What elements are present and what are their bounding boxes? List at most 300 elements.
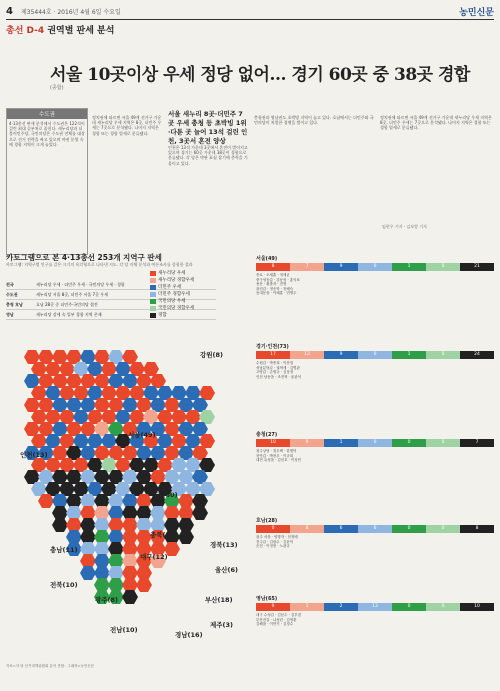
district-hex — [94, 578, 110, 592]
seat-count: 8 — [256, 263, 290, 271]
district-hex — [31, 362, 47, 376]
seat-count: 0 — [392, 525, 426, 533]
district-hex — [94, 494, 110, 508]
district-hex — [101, 362, 117, 376]
district-hex — [87, 410, 103, 424]
district-hex — [108, 374, 124, 388]
district-hex — [80, 422, 96, 436]
district-hex — [24, 374, 40, 388]
district-hex — [24, 350, 40, 364]
district-hex — [157, 458, 173, 472]
district-hex — [164, 506, 180, 520]
district-hex — [87, 362, 103, 376]
district-hex — [150, 506, 166, 520]
district-hex — [87, 458, 103, 472]
district-hex — [80, 398, 96, 412]
color-swatch — [150, 313, 156, 318]
district-hex — [59, 410, 75, 424]
district-hex — [31, 434, 47, 448]
district-hex — [24, 398, 40, 412]
article-text-3: 인천은 13석 가운데 3곳에서 혼전이 벌어지고 있으며 경기는 60곳 가운데 38곳이 경합으로 분류됐다. 각 당은 막판 표심 잡기에 총력을 기울이고 있다. — [168, 145, 248, 166]
district-hex — [38, 494, 54, 508]
legend-text: 호남 28곳 중 더민주·국민의당 접전 — [36, 302, 98, 307]
district-section — [256, 431, 494, 463]
seat-count: 0 — [392, 439, 426, 447]
color-key-item — [150, 298, 194, 305]
district-hex — [66, 422, 82, 436]
district-hex — [136, 566, 152, 580]
district-hex — [199, 386, 215, 400]
district-hex — [24, 422, 40, 436]
seat-count: 6 — [358, 525, 392, 533]
district-hex — [66, 350, 82, 364]
district-hex — [31, 482, 47, 496]
district-list — [256, 361, 494, 379]
district-row: 성남분당갑 · 권혁세 · 김병관 — [256, 365, 300, 370]
seat-count: 17 — [256, 351, 290, 359]
district-hex — [143, 362, 159, 376]
seat-count: 8 — [290, 525, 324, 533]
byline: (종합) — [50, 85, 64, 91]
region-box — [6, 108, 88, 255]
region-label: 대구(12) — [140, 553, 168, 561]
seat-count: 21 — [460, 263, 494, 271]
district-hex — [80, 374, 96, 388]
color-swatch — [150, 285, 156, 290]
district-hex — [199, 482, 215, 496]
color-key-label: 경합 — [158, 313, 167, 318]
district-hex — [52, 470, 68, 484]
legend-key: 수도권 — [6, 292, 18, 297]
district-hex — [94, 446, 110, 460]
district-hex — [157, 434, 173, 448]
district-hex — [101, 434, 117, 448]
district-hex — [178, 446, 194, 460]
seat-count: 13 — [358, 603, 392, 611]
district-hex — [192, 494, 208, 508]
district-row: 광진갑 · 정송학 · 전혜숙 — [256, 286, 294, 291]
district-hex — [192, 446, 208, 460]
section-title: 권역별 판세 분석 — [47, 26, 115, 36]
district-hex — [164, 446, 180, 460]
color-key-item — [150, 284, 194, 291]
box-title: 수도권 — [7, 109, 87, 119]
district-hex — [94, 530, 110, 544]
seat-count-bar — [256, 603, 494, 611]
color-key-label: 새누리당 우세 — [158, 271, 186, 276]
seat-count: 0 — [256, 525, 290, 533]
seat-count: 8 — [460, 525, 494, 533]
district-hex — [164, 470, 180, 484]
seat-count: 7 — [460, 439, 494, 447]
district-hex — [136, 506, 152, 520]
district-row: 순천 · 이정현 · 노관규 — [256, 544, 290, 549]
district-hex — [101, 482, 117, 496]
district-hex — [108, 398, 124, 412]
map-footnote: 자료=각 당 선거대책위원회 분석 종합 · 그래픽=농민신문 — [6, 664, 95, 668]
district-hex — [108, 506, 124, 520]
district-row: 중구성동갑 · 김동성 · 홍익표 — [256, 277, 300, 282]
region-label: 제주(3) — [210, 621, 234, 629]
district-hex — [178, 470, 194, 484]
district-hex — [80, 494, 96, 508]
district-hex — [178, 422, 194, 436]
district-row: 대전 유성을 · 김신호 · 이상민 — [256, 458, 301, 463]
district-hex — [122, 398, 138, 412]
district-hex — [150, 470, 166, 484]
district-hex — [38, 350, 54, 364]
district-hex — [52, 506, 68, 520]
district-hex — [52, 494, 68, 508]
district-hex — [45, 386, 61, 400]
district-hex — [157, 386, 173, 400]
district-section-title: 충청(27) — [256, 432, 278, 438]
district-hex — [143, 458, 159, 472]
color-key-item — [150, 291, 194, 298]
district-list — [256, 273, 494, 296]
map-title: 카토그램으로 본 4·13총선 253개 지역구 판세 — [6, 253, 162, 262]
district-hex — [59, 362, 75, 376]
district-hex — [129, 482, 145, 496]
district-hex — [80, 566, 96, 580]
district-hex — [199, 458, 215, 472]
box-text: 4·13총선 판세 분석에서 수도권은 122석이 걸린 최대 승부처로 꼽힌다. 새누리당과 더불어민주당, 국민의당은 수도권 전체를 대상으로 선거 전략을 짜고 있으며 야권 분열 속에 경합 지역이 크게 늘었다. — [9, 121, 85, 147]
district-hex — [136, 578, 152, 592]
district-hex — [73, 482, 89, 496]
district-hex — [108, 566, 124, 580]
article-col-4 — [254, 115, 374, 235]
seat-count: 0 — [426, 351, 460, 359]
district-hex — [80, 446, 96, 460]
color-key-item — [150, 277, 194, 284]
district-hex — [122, 350, 138, 364]
seat-count-bar — [256, 439, 494, 447]
district-hex — [115, 362, 131, 376]
district-hex — [199, 410, 215, 424]
district-hex — [45, 482, 61, 496]
legend-key: 전국 — [6, 282, 14, 287]
seat-count: 9 — [290, 439, 324, 447]
district-hex — [171, 410, 187, 424]
district-hex — [108, 578, 124, 592]
district-hex — [101, 386, 117, 400]
district-section-title: 경기·인천(73) — [256, 344, 289, 350]
district-hex — [185, 410, 201, 424]
color-key-item — [150, 270, 194, 277]
district-hex — [108, 518, 124, 532]
district-hex — [178, 518, 194, 532]
district-hex — [185, 482, 201, 496]
district-hex — [122, 518, 138, 532]
district-hex — [52, 446, 68, 460]
region-label: 경북(13) — [210, 541, 238, 549]
district-hex — [80, 554, 96, 568]
district-list — [256, 449, 494, 463]
district-hex — [66, 518, 82, 532]
district-hex — [115, 386, 131, 400]
district-hex — [122, 494, 138, 508]
district-hex — [171, 458, 187, 472]
district-hex — [192, 422, 208, 436]
district-row: 광주 서을 · 양향자 · 천정배 — [256, 535, 298, 539]
district-row: 전주갑 · 김광수 · 김윤덕 — [256, 539, 294, 544]
seat-count: 10 — [460, 603, 494, 611]
color-swatch — [150, 278, 156, 283]
district-hex — [122, 470, 138, 484]
district-hex — [87, 434, 103, 448]
district-row: 김해을 · 이만기 · 김경수 — [256, 622, 294, 627]
article-credit: 임현우 기자 · 김보람 기자 — [382, 224, 427, 229]
cartogram-map — [10, 330, 255, 640]
district-hex — [192, 398, 208, 412]
subhead: 서울 새누리 8곳·더민주 7곳 우세 충청 등 초박빙 1위·다툰 곳 늘어 13석 걸린 인천, 3곳서 혼전 양상 — [168, 110, 248, 145]
district-hex — [150, 374, 166, 388]
district-hex — [164, 398, 180, 412]
district-hex — [87, 482, 103, 496]
district-hex — [122, 590, 138, 604]
seat-count: 0 — [426, 603, 460, 611]
district-hex — [192, 470, 208, 484]
article-text-5: 정치권에 따르면 서울 49개 선거구 가운데 새누리당 우세 지역은 8곳, 더민주 우세는 7곳으로 분석됐다. 나머지 지역은 경합 또는 경합 열세로 분류됐다. — [380, 115, 492, 131]
region-label: 전북(10) — [50, 581, 78, 589]
district-hex — [80, 350, 96, 364]
color-swatch — [150, 271, 156, 276]
region-label: 충남(11) — [50, 546, 78, 554]
seat-count: 0 — [426, 263, 460, 271]
district-hex — [80, 506, 96, 520]
color-key-label: 국민의당 경합우세 — [158, 306, 195, 311]
district-hex — [45, 410, 61, 424]
headline: 서울 10곳이상 우세 정당 없어… 경기 60곳 중 38곳 경합 — [50, 65, 470, 85]
article-col-5 — [380, 115, 494, 220]
district-hex — [94, 542, 110, 556]
district-hex — [108, 422, 124, 436]
district-hex — [108, 542, 124, 556]
seat-count: 0 — [392, 603, 426, 611]
district-hex — [101, 458, 117, 472]
page-number: 4 — [6, 5, 13, 17]
district-hex — [52, 518, 68, 532]
district-row: 수원갑 · 박종희 · 이찬열 — [256, 361, 294, 365]
article-text-2: 정치권에 따르면 서울 49개 선거구 가운데 새누리당 우세 지역은 8곳, 더민주 우세는 7곳으로 분석됐다. 나머지 지역은 경합 또는 경합 열세로 분류됐다. — [92, 115, 162, 136]
color-key-item — [150, 312, 194, 319]
district-hex — [52, 350, 68, 364]
district-section-title: 영남(65) — [256, 596, 278, 602]
region-label: 광주(8) — [95, 596, 119, 604]
district-hex — [199, 434, 215, 448]
top-bar — [6, 4, 494, 18]
district-hex — [59, 434, 75, 448]
district-hex — [129, 386, 145, 400]
district-hex — [122, 554, 138, 568]
district-section — [256, 595, 494, 627]
seat-count: 10 — [256, 439, 290, 447]
district-hex — [94, 350, 110, 364]
seat-count-bar — [256, 525, 494, 533]
district-hex — [94, 554, 110, 568]
district-hex — [178, 530, 194, 544]
district-hex — [108, 494, 124, 508]
district-hex — [38, 374, 54, 388]
header-rule — [6, 19, 494, 20]
color-key-label: 새누리당 경합우세 — [158, 278, 195, 283]
district-section — [256, 517, 494, 549]
district-hex — [171, 434, 187, 448]
district-hex — [94, 398, 110, 412]
district-row: 인천 남동을 · 조전혁 · 윤관석 — [256, 374, 301, 379]
district-hex — [136, 398, 152, 412]
district-hex — [157, 410, 173, 424]
district-hex — [73, 362, 89, 376]
seat-count: 24 — [460, 351, 494, 359]
region-label: 경기(60) — [150, 491, 178, 499]
district-hex — [38, 470, 54, 484]
color-key-label: 국민의당 우세 — [158, 299, 186, 304]
district-hex — [185, 458, 201, 472]
issue-info: 제35444호 · 2016년 4월 6일 수요일 — [20, 8, 121, 16]
seat-count: 13 — [290, 351, 324, 359]
section-dday: 총선 D-4 — [6, 26, 45, 36]
region-label: 인천(13) — [20, 451, 48, 459]
seat-count: 1 — [392, 351, 426, 359]
district-hex — [52, 398, 68, 412]
district-hex — [45, 458, 61, 472]
district-hex — [94, 518, 110, 532]
district-list — [256, 613, 494, 627]
district-row: 부산진갑 · 나성린 · 김영춘 — [256, 617, 297, 622]
district-hex — [66, 446, 82, 460]
district-hex — [108, 554, 124, 568]
district-hex — [122, 566, 138, 580]
color-key — [150, 270, 194, 319]
district-hex — [73, 458, 89, 472]
district-hex — [73, 434, 89, 448]
district-section — [256, 255, 494, 296]
legend-key: 영남 — [6, 312, 14, 317]
seat-count: 2 — [324, 603, 358, 611]
district-hex — [178, 506, 194, 520]
district-hex — [164, 422, 180, 436]
seat-count: 1 — [392, 263, 426, 271]
district-list — [256, 535, 494, 549]
district-hex — [24, 470, 40, 484]
region-label: 경남(16) — [175, 631, 203, 639]
district-row: 고양갑 · 손범규 · 심상정 — [256, 370, 294, 375]
color-swatch — [150, 299, 156, 304]
color-key-item — [150, 305, 194, 312]
seat-count: 0 — [358, 439, 392, 447]
paper-logo: 농민신문 — [459, 7, 494, 18]
district-section-title: 호남(28) — [256, 518, 278, 524]
district-hex — [122, 446, 138, 460]
seat-count: 9 — [324, 351, 358, 359]
district-section — [256, 343, 494, 379]
region-label: 부산(18) — [205, 596, 233, 604]
seat-count: 7 — [290, 263, 324, 271]
article-text-4: 충청권과 영남권도 초박빙 지역이 늘고 있다. 호남에서는 더민주와 국민의당이 치열한 경쟁을 벌이고 있다. — [254, 115, 374, 126]
district-hex — [129, 410, 145, 424]
district-hex — [73, 386, 89, 400]
seat-count: 9 — [324, 263, 358, 271]
district-hex — [52, 374, 68, 388]
district-row: 종로 · 오세훈 · 정세균 — [256, 273, 290, 277]
district-hex — [80, 542, 96, 556]
district-hex — [143, 410, 159, 424]
seat-count: 1 — [290, 603, 324, 611]
district-hex — [80, 530, 96, 544]
district-hex — [171, 386, 187, 400]
district-hex — [45, 362, 61, 376]
district-hex — [122, 542, 138, 556]
region-label: 서울(49) — [128, 431, 156, 439]
district-hex — [52, 422, 68, 436]
seat-count: 1 — [324, 439, 358, 447]
district-hex — [59, 458, 75, 472]
district-hex — [80, 470, 96, 484]
district-hex — [31, 386, 47, 400]
seat-count: 0 — [358, 351, 392, 359]
district-hex — [66, 530, 82, 544]
district-hex — [66, 398, 82, 412]
district-hex — [143, 386, 159, 400]
legend-text: 새누리당 강세 속 일부 경합 지역 존재 — [36, 312, 102, 317]
district-hex — [115, 482, 131, 496]
seat-count-bar — [256, 351, 494, 359]
district-row: 청주상당 · 정우택 · 한범덕 — [256, 449, 297, 453]
district-hex — [122, 578, 138, 592]
seat-count: 9 — [256, 603, 290, 611]
district-hex — [178, 398, 194, 412]
district-hex — [150, 398, 166, 412]
district-hex — [122, 506, 138, 520]
district-hex — [136, 470, 152, 484]
region-label: 강원(8) — [200, 351, 224, 359]
region-label: 전남(10) — [110, 626, 138, 634]
district-hex — [94, 374, 110, 388]
district-hex — [66, 494, 82, 508]
legend-text: 새누리당 서울 8곳, 더민주 서울 7곳 우세 — [36, 292, 108, 297]
district-hex — [38, 398, 54, 412]
district-hex — [94, 422, 110, 436]
district-hex — [101, 410, 117, 424]
district-hex — [129, 362, 145, 376]
district-hex — [178, 494, 194, 508]
district-hex — [108, 530, 124, 544]
district-hex — [59, 482, 75, 496]
district-section-title: 서울(49) — [256, 256, 278, 262]
region-label: 충북(8) — [150, 531, 174, 539]
district-hex — [31, 410, 47, 424]
legend-key: 충청 호남 — [6, 302, 23, 307]
legend-text: 새누리당 우세 · 더민주 우세 · 국민의당 우세 · 경합 — [36, 282, 125, 287]
district-hex — [59, 386, 75, 400]
region-label: 울산(6) — [215, 566, 239, 574]
district-hex — [31, 458, 47, 472]
district-hex — [87, 386, 103, 400]
article-col-2 — [92, 115, 162, 245]
district-hex — [122, 530, 138, 544]
district-hex — [150, 446, 166, 460]
seat-count: 0 — [426, 439, 460, 447]
district-hex — [66, 470, 82, 484]
district-hex — [185, 386, 201, 400]
color-key-label: 더민주 우세 — [158, 285, 182, 290]
seat-count: 0 — [426, 525, 460, 533]
district-hex — [136, 446, 152, 460]
seat-count: 6 — [324, 525, 358, 533]
district-hex — [45, 434, 61, 448]
district-hex — [80, 518, 96, 532]
